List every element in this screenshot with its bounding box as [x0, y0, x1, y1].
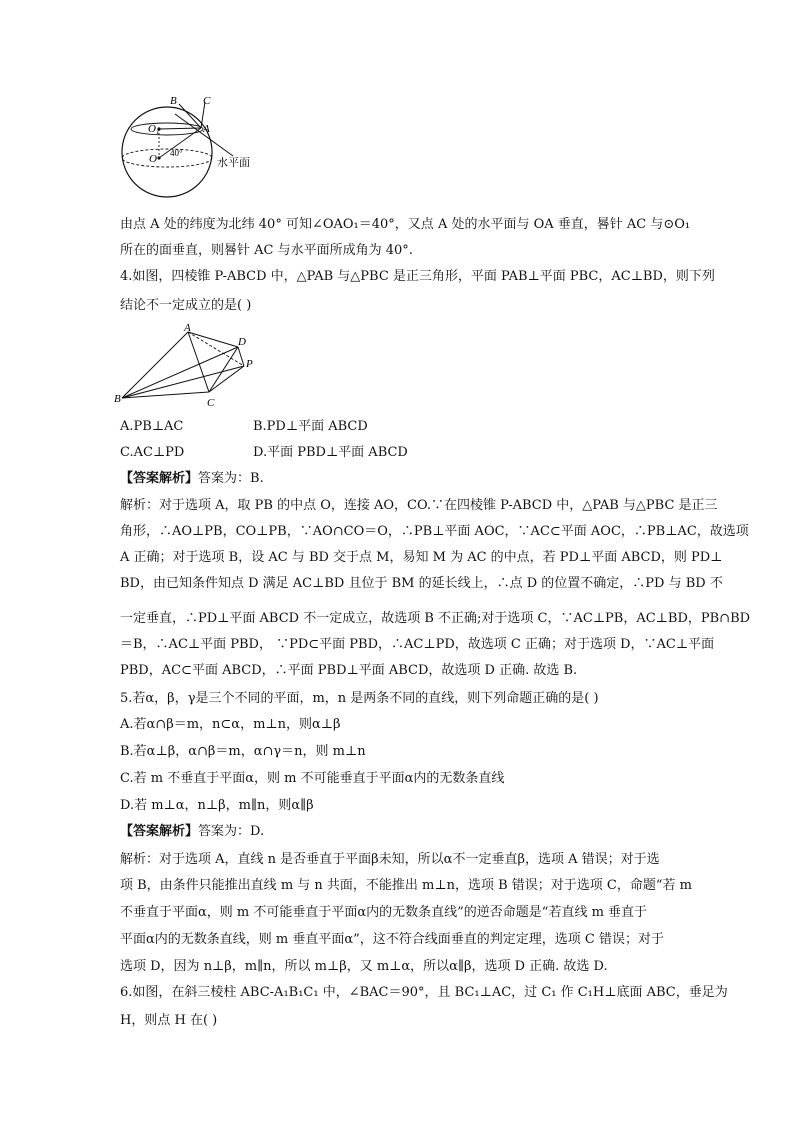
label-angle: 40°	[170, 148, 183, 158]
label-p: P	[246, 358, 253, 370]
label-o1-subscript: 1	[156, 128, 160, 136]
label-c: C	[207, 397, 215, 409]
q5-option-b: B.若α⊥β，α∩β＝m，α∩γ＝n，则 m⊥n	[120, 744, 366, 759]
edge-ac	[188, 332, 209, 392]
q4-option-d: D.平面 PBD⊥平面 ABCD	[253, 445, 408, 460]
q5-explain-1: 解析：对于选项 A，直线 n 是否垂直于平面β未知，所以α不一定垂直β，选项 A 错误；对于选	[120, 852, 660, 867]
q5-answer-text: 答案为：D.	[198, 824, 265, 839]
q4-stem-line1: 4.如图，四棱锥 P-ABCD 中，△PAB 与△PBC 是正三角形，平面 PAB⊥平面 PBC，AC⊥BD，则下列	[120, 269, 715, 284]
q4-stem-line2: 结论不一定成立的是( )	[120, 298, 252, 313]
q4-answer	[120, 470, 700, 488]
label-c: C	[203, 95, 211, 107]
point-o	[157, 156, 160, 159]
q4-explain-2: 角形，∴AO⊥PB，CO⊥PB，∵AO∩CO＝O，∴PB⊥平面 AOC，∵AC⊂平面 AOC，∴PB⊥AC，故选项	[120, 524, 749, 539]
q4-option-b: B.PD⊥平面 ABCD	[253, 419, 368, 434]
label-b: B	[170, 95, 177, 107]
horizontal-plane-line	[175, 114, 233, 156]
q5-option-d: D.若 m⊥α，n⊥β，m∥n，则α∥β	[120, 798, 314, 813]
pyramid-figure	[114, 322, 264, 410]
label-o1: O	[148, 123, 156, 135]
edge-dp	[238, 347, 244, 366]
text1-line1: 由点 A 处的纬度为北纬 40° 可知∠OAO₁＝40°，又点 A 处的水平面与 OA 垂直，晷针 AC 与⊙O₁	[120, 217, 691, 232]
q5-answer-tag: 【答案解析】	[120, 824, 199, 839]
q5-option-c: C.若 m 不垂直于平面α，则 m 不可能垂直于平面α内的无数条直线	[120, 771, 505, 786]
q5-explain-3: 不垂直于平面α，则 m 不可能垂直于平面α内的无数条直线”的逆否命题是“若直线 m 垂直于	[120, 905, 648, 920]
equator-ellipse	[122, 149, 212, 167]
label-b: B	[114, 393, 121, 405]
q5-answer	[120, 823, 700, 841]
q5-stem: 5.若α，β，γ是三个不同的平面，m，n 是两条不同的直线，则下列命题正确的是( )	[120, 691, 599, 706]
q4-option-a: A.PB⊥AC	[120, 419, 184, 434]
q4-explain-4: BD，由已知条件知点 D 满足 AC⊥BD 且位于 BM 的延长线上，∴点 D 的位置不确定，∴PD 与 BD 不	[120, 576, 723, 591]
q6-stem-line1: 6.如图，在斜三棱柱 ABC-A₁B₁C₁ 中，∠BAC＝90°，且 BC₁⊥AC，过 C₁ 作 C₁H⊥底面 ABC，垂足为	[120, 985, 728, 1000]
label-a: A	[203, 123, 210, 135]
q4-explain-6: ＝B，∴AC⊥平面 PBD， ∵PD⊂平面 PBD，∴AC⊥PD，故选项 C 正确；对于选项 D，∵AC⊥平面	[120, 637, 715, 652]
label-d: D	[238, 336, 246, 348]
label-o: O	[149, 153, 157, 165]
q4-answer-tag: 【答案解析】	[120, 471, 199, 486]
label-a: A	[184, 322, 191, 334]
q4-explain-7: PBD，AC⊂平面 ABCD，∴平面 PBD⊥平面 ABCD，故选项 D 正确. 故选 B.	[120, 663, 578, 678]
q4-explain-5: 一定垂直，∴PD⊥平面 ABCD 不一定成立，故选项 B 不正确;对于选项 C，∵AC⊥PB，AC⊥BD，PB∩BD	[120, 611, 751, 626]
edge-ap	[188, 332, 244, 366]
edge-ab	[122, 332, 188, 398]
q5-explain-5: 选项 D，因为 n⊥β，m∥n，所以 m⊥β，又 m⊥α，所以α∥β，选项 D 正确. 故选 D.	[120, 959, 608, 974]
q6-stem-line2: H，则点 H 在( )	[120, 1013, 218, 1028]
q4-answer-text: 答案为：B.	[198, 471, 264, 486]
q5-explain-4: 平面α内的无数条直线，则 m 垂直平面α”，这不符合线面垂直的判定定理，选项 C 错误；对于	[120, 932, 665, 947]
q4-explain-1: 解析：对于选项 A，取 PB 的中点 O，连接 AO，CO.∵在四棱锥 P-ABCD 中，△PAB 与△PBC 是正三	[120, 498, 718, 513]
q5-option-a: A.若α∩β＝m，n⊂α，m⊥n，则α⊥β	[120, 717, 341, 732]
q4-option-c: C.AC⊥PD	[120, 445, 185, 460]
q4-explain-3: A 正确；对于选项 B，设 AC 与 BD 交于点 M，易知 M 为 AC 的中点，若 PD⊥平面 ABCD，则 PD⊥	[120, 550, 723, 565]
sphere-figure	[115, 92, 265, 204]
text1-line2: 所在的面垂直，则晷针 AC 与水平面所成角为 40°.	[120, 243, 413, 258]
label-plane: 水平面	[217, 156, 250, 169]
edge-ad	[188, 332, 238, 347]
edge-cp	[209, 366, 244, 392]
q5-explain-2: 项 B，由条件只能推出直线 m 与 n 共面，不能推出 m⊥n，选项 B 错误；对于选项 C，命题“若 m	[120, 878, 692, 893]
